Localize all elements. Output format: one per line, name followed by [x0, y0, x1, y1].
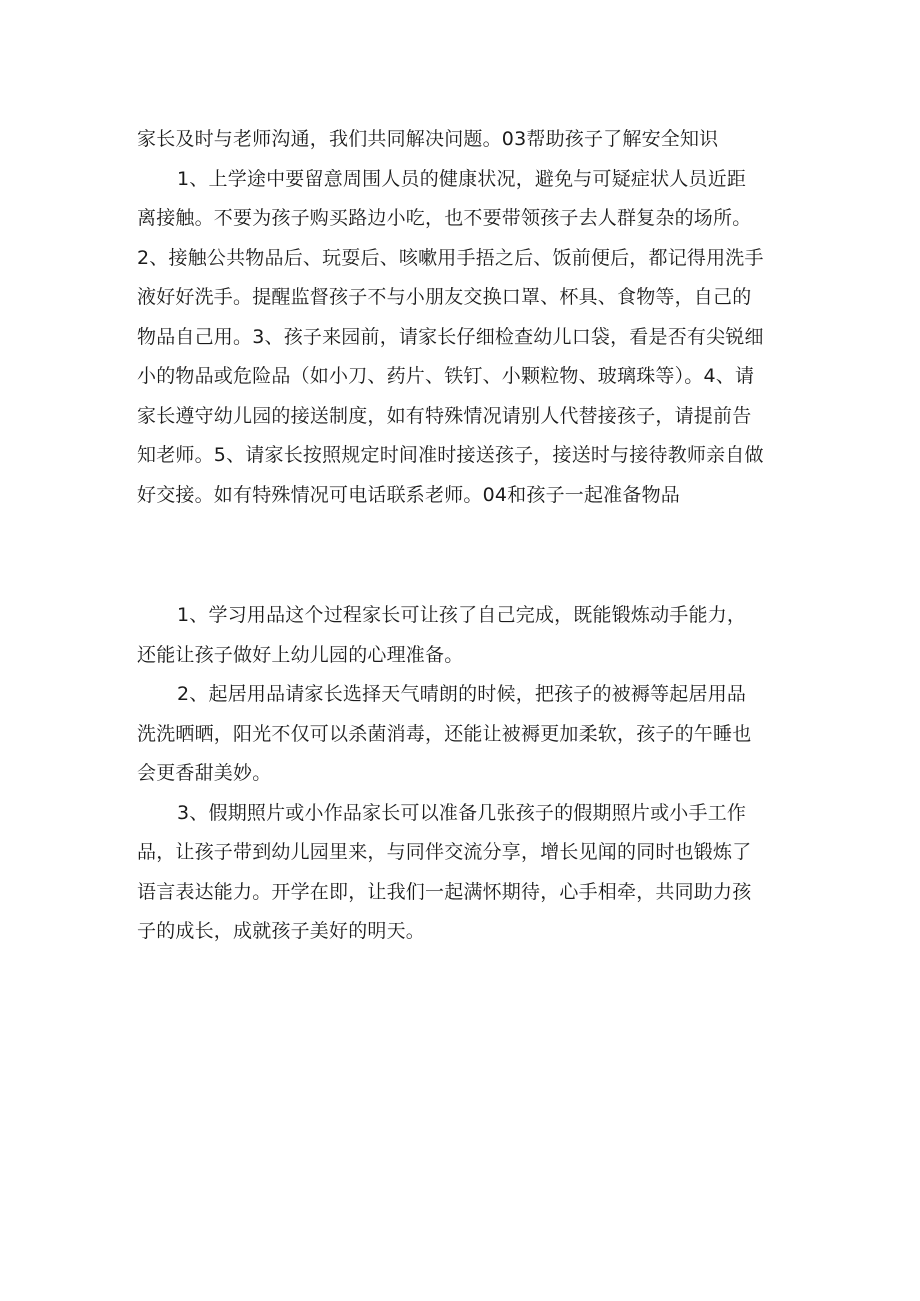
text-line: 子的成长，成就孩子美好的明天。: [137, 920, 426, 942]
text-line: 3、假期照片或小作品家长可以准备几张孩子的假期照片或小手工作: [177, 801, 747, 824]
text-line: 品，让孩子带到幼儿园里来，与同伴交流分享，增长见闻的同时也锻炼了: [137, 841, 752, 863]
section-safety-knowledge: [137, 120, 787, 515]
text-line: 家长遵守幼儿园的接送制度，如有特殊情况请别人代替接孩子，请提前告: [137, 404, 752, 427]
text-line: 小的物品或危险品（如小刀、药片、铁钉、小颗粒物、玻璃珠等）。4、请: [137, 365, 755, 387]
text-line: 还能让孩子做好上幼儿园的心理准备。: [137, 643, 464, 666]
text-line: 家长及时与老师沟通，我们共同解决问题。03帮助孩子了解安全知识: [137, 128, 719, 150]
text-line: 知老师。5、请家长按照规定时间准时接送孩子，接送时与接待教师亲自做: [137, 444, 764, 466]
section-prepare-items: [137, 596, 787, 952]
text-line: 液好好洗手。提醒监督孩子不与小朋友交换口罩、杯具、食物等，自己的: [137, 286, 752, 308]
text-line: 离接触。不要为孩子购买路边小吃，也不要带领孩子去人群复杂的场所。: [137, 207, 752, 229]
text-line: 物品自己用。3、孩子来园前，请家长仔细检查幼儿口袋，看是否有尖锐细: [137, 325, 764, 348]
text-line: 语言表达能力。开学在即，让我们一起满怀期待，心手相牵，共同助力孩: [137, 880, 752, 903]
text-line: 好交接。如有特殊情况可电话联系老师。04和孩子一起准备物品: [137, 483, 680, 506]
text-line: 洗洗晒晒，阳光不仅可以杀菌消毒，还能让被褥更加柔软，孩子的午睡也: [137, 722, 752, 745]
text-line: 1、上学途中要留意周围人员的健康状况，避免与可疑症状人员近距: [177, 167, 747, 190]
text-line: 2、接触公共物品后、玩耍后、咳嗽用手捂之后、饭前便后，都记得用洗手: [137, 246, 764, 269]
text-line: 1、学习用品这个过程家长可让孩了自己完成，既能锻炼动手能力，: [177, 604, 747, 626]
text-line: 会更香甜美妙。: [137, 762, 272, 784]
text-line: 2、起居用品请家长选择天气晴朗的时候，把孩子的被褥等起居用品: [177, 683, 747, 705]
